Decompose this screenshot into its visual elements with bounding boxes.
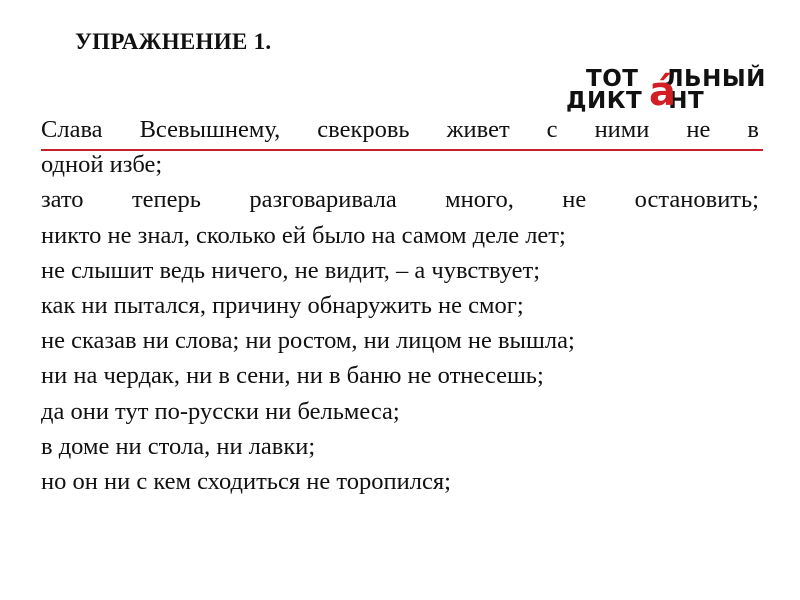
- text-line-3: зато теперь разговаривала много, не остановить;: [41, 186, 759, 214]
- text-line-10: в доме ни стола, ни лавки;: [41, 432, 316, 460]
- text-line-8: ни на чердак, ни в сени, ни в баню не отнесешь;: [41, 362, 544, 390]
- logo-line-2: [566, 90, 704, 113]
- text-line-5: не слышит ведь ничего, не видит, – а чувствует;: [41, 256, 541, 284]
- exercise-text: [41, 112, 759, 499]
- text-line-9: да они тут по-русски ни бельмеса;: [41, 397, 400, 425]
- text-line-7: не сказав ни слова; ни ростом, ни лицом не вышла;: [41, 327, 575, 355]
- logo-line-2-post: НТ: [668, 88, 705, 114]
- logo-accent-letter: á: [649, 69, 676, 115]
- logo-line-2-pre: ДИКТ: [566, 88, 643, 114]
- logo-line-1-post: ЛЬНЫЙ: [664, 66, 766, 92]
- totalny-diktant-logo: [556, 68, 768, 118]
- exercise-title: УПРАЖНЕНИЕ 1.: [75, 29, 272, 54]
- text-line-2: одной избе;: [41, 151, 163, 179]
- text-line-6: как ни пытался, причину обнаружить не смог;: [41, 292, 524, 320]
- logo-line-1-pre: ТОТ: [586, 66, 639, 92]
- text-line-4: никто не знал, сколько ей было на самом деле лет;: [41, 221, 566, 249]
- text-line-1: Слава Всевышнему, свекровь живет с ними не в: [41, 116, 759, 143]
- text-line-11: но он ни с кем сходиться не торопился;: [41, 468, 451, 496]
